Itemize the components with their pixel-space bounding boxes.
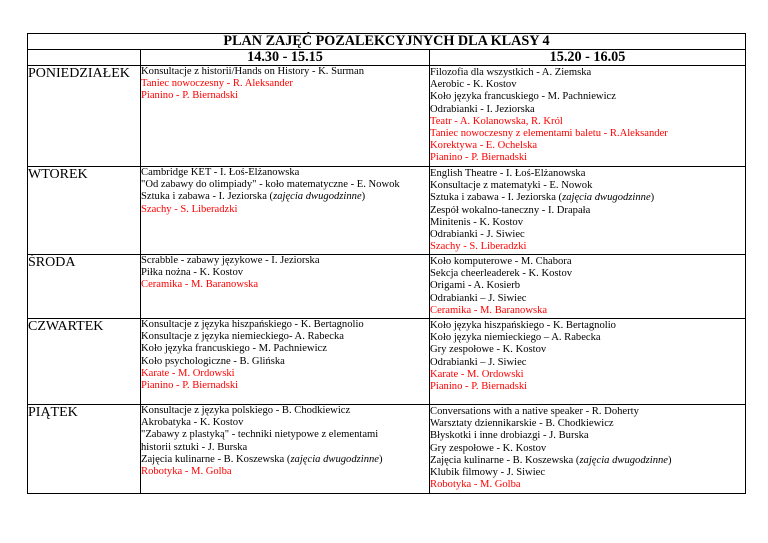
activity-text: Karate - M. Ordowski <box>430 368 524 380</box>
activity-line <box>430 67 745 79</box>
activity-text: Sztuka i zabawa - I. Jeziorska ( <box>430 192 563 204</box>
activity-note: zajęcia dwugodzinne <box>290 453 380 465</box>
activity-line <box>141 380 429 392</box>
activity-line <box>430 205 745 217</box>
activity-text: Szachy - S. Liberadzki <box>141 203 238 215</box>
activity-line <box>141 343 429 355</box>
day-row-wednesday <box>28 255 746 319</box>
activity-text: Pianino - P. Biernadski <box>430 381 528 393</box>
slot1-cell <box>141 319 430 405</box>
activity-text: Odrabianki - J. Siwiec <box>430 229 525 241</box>
activity-line <box>141 405 429 417</box>
activity-line <box>430 332 745 344</box>
activity-line <box>430 381 745 393</box>
slot2-cell <box>430 66 746 167</box>
activity-line <box>141 267 429 279</box>
day-name: WTOREK <box>28 167 141 255</box>
activity-text: Klubik filmowy - J. Siwiec <box>430 467 546 479</box>
activity-line <box>430 140 745 152</box>
activity-text: Ceramika - M. Baranowska <box>430 304 548 316</box>
activity-text: Conversations with a native speaker - R. Doherty <box>430 406 639 417</box>
activity-text: Minitenis - K. Kostov <box>430 216 523 228</box>
activity-text: Ceramika - M. Baranowska <box>141 279 259 291</box>
activity-line <box>430 357 745 369</box>
day-row-monday <box>28 66 746 167</box>
empty-header-cell <box>28 50 141 66</box>
activity-line <box>430 430 745 442</box>
activity-note: zajęcia dwugodzinne <box>273 191 362 203</box>
activity-line <box>430 443 745 455</box>
activity-text: Zajęcia kulinarne - B. Koszewska ( <box>141 453 291 465</box>
activity-line <box>430 305 745 317</box>
slot1-cell <box>141 405 430 494</box>
activity-line <box>430 256 745 268</box>
activity-text: Piłka nożna - K. Kostov <box>141 267 244 279</box>
activity-text: Koło języka hiszpańskiego - K. Bertagnolio <box>430 320 616 331</box>
activity-text: Gry zespołowe - K. Kostov <box>430 442 547 454</box>
activity-note: zajęcia dwugodzinne <box>562 192 651 204</box>
activity-line <box>430 455 745 467</box>
activity-text: Sekcja cheerleaderek - K. Kostov <box>430 268 573 280</box>
activity-text: Koło języka francuskiego - M. Pachniewicz <box>141 343 327 355</box>
activity-line <box>141 78 429 90</box>
activity-text: Robotyka - M. Golba <box>141 466 232 478</box>
activity-line <box>430 128 745 140</box>
activity-line <box>430 91 745 103</box>
activity-text: Taniec nowoczesny z elementami baletu - R.Aleksander <box>430 128 668 140</box>
activity-line <box>141 319 429 331</box>
activity-line <box>141 368 429 380</box>
activity-text: Odrabianki – J. Siwiec <box>430 356 527 368</box>
activity-note-close: ) <box>650 192 655 204</box>
activity-text: Konsultacje z historii/Hands on History - K. Surman <box>141 66 365 77</box>
slot1-cell <box>141 255 430 319</box>
activity-line <box>141 442 429 454</box>
activity-line <box>141 417 429 429</box>
activity-line <box>141 66 429 78</box>
activity-line <box>141 90 429 102</box>
activity-text: Aerobic - K. Kostov <box>430 79 517 91</box>
activity-line <box>141 454 429 466</box>
activity-text: Odrabianki – J. Siwiec <box>430 292 527 304</box>
activity-note-close: ) <box>379 453 383 465</box>
activity-text: Konsultacje z języka hiszpańskiego - K. Bertagnolio <box>141 319 364 330</box>
activity-line <box>141 356 429 368</box>
activity-text: Konsultacje z matematyki - E. Nowok <box>430 180 593 192</box>
activity-text: Origami - A. Kosierb <box>430 280 521 292</box>
activity-line <box>141 255 429 267</box>
activity-line <box>430 344 745 356</box>
activity-text: Pianino - P. Biernadski <box>141 380 239 392</box>
activity-text: Robotyka - M. Golba <box>430 479 521 491</box>
activity-line <box>141 279 429 291</box>
activity-text: Odrabianki - I. Jeziorska <box>430 103 535 115</box>
activity-text: Pianino - P. Biernadski <box>141 90 239 102</box>
activity-text: "Zabawy z plastyką" - techniki nietypowe z elementami <box>141 429 379 441</box>
activity-text: Scrabble - zabawy językowe - I. Jeziorska <box>141 255 320 266</box>
day-row-friday <box>28 405 746 494</box>
activity-text: Taniec nowoczesny - R. Aleksander <box>141 78 293 90</box>
activity-line <box>430 116 745 128</box>
activity-line <box>430 280 745 292</box>
activity-line <box>141 429 429 441</box>
activity-line <box>430 320 745 332</box>
slot2-cell <box>430 167 746 255</box>
activity-line <box>430 467 745 479</box>
slot2-cell <box>430 405 746 494</box>
slot2-cell <box>430 255 746 319</box>
activity-text: Konsultacje z języka polskiego - B. Chodkiewicz <box>141 405 351 416</box>
activity-line <box>430 79 745 91</box>
activity-text: Konsultacje z języka niemieckiego- A. Rabecka <box>141 331 344 343</box>
activity-line <box>141 466 429 478</box>
activity-line <box>430 217 745 229</box>
activity-text: Koło języka niemieckiego – A. Rabecka <box>430 332 601 344</box>
activity-line <box>430 241 745 253</box>
activity-note-close: ) <box>361 191 366 203</box>
activity-line <box>430 369 745 381</box>
day-name: PIĄTEK <box>28 405 141 494</box>
title-row <box>28 34 746 50</box>
activity-text: Karate - M. Ordowski <box>141 367 235 379</box>
activity-text: Akrobatyka - K. Kostov <box>141 417 244 429</box>
activity-line <box>430 293 745 305</box>
activity-text: Koło psychologiczne - B. Glińska <box>141 355 285 367</box>
activity-text: Koło języka francuskiego - M. Pachniewicz <box>430 91 616 103</box>
slot1-cell <box>141 66 430 167</box>
activity-note: zajęcia dwugodzinne <box>579 454 669 466</box>
activity-line <box>430 104 745 116</box>
activity-line <box>430 192 745 204</box>
day-name: ŚRODA <box>28 255 141 319</box>
activity-text: Pianino - P. Biernadski <box>430 152 528 164</box>
activity-text: historii sztuki - J. Burska <box>141 441 248 453</box>
activity-text: Sztuka i zabawa - I. Jeziorska ( <box>141 191 274 203</box>
time-header-row <box>28 50 746 66</box>
activity-text: Teatr - A. Kolanowska, R. Król <box>430 115 563 127</box>
activity-line <box>430 268 745 280</box>
activity-line <box>430 168 745 180</box>
day-row-thursday <box>28 319 746 405</box>
time-slot-1: 14.30 - 15.15 <box>141 50 430 66</box>
activity-text: Szachy - S. Liberadzki <box>430 241 527 253</box>
activity-text: Zajęcia kulinarne - B. Koszewska ( <box>430 454 580 466</box>
activity-line <box>141 167 429 179</box>
activity-text: Warsztaty dziennikarskie - B. Chodkiewicz <box>430 418 614 430</box>
activity-line <box>430 418 745 430</box>
activity-note-close: ) <box>668 454 672 466</box>
activity-line <box>141 331 429 343</box>
day-row-tuesday <box>28 167 746 255</box>
activity-line <box>430 406 745 418</box>
activity-line <box>430 152 745 164</box>
time-slot-2: 15.20 - 16.05 <box>430 50 746 66</box>
day-name: PONIEDZIAŁEK <box>28 66 141 167</box>
activity-text: "Od zabawy do olimpiady" - koło matematyczne - E. Nowok <box>141 179 400 191</box>
activity-text: Filozofia dla wszystkich - A. Ziemska <box>430 67 592 78</box>
page-title: PLAN ZAJĘĆ POZALEKCYJNYCH DLA KLASY 4 <box>28 34 746 50</box>
activity-text: Zespół wokalno-taneczny - I. Drapała <box>430 204 591 216</box>
slot2-cell <box>430 319 746 405</box>
activity-text: Cambridge KET - I. Łoś-Elżanowska <box>141 167 300 178</box>
slot1-cell <box>141 167 430 255</box>
activity-line <box>141 191 429 203</box>
activity-line <box>141 179 429 191</box>
activity-line <box>141 204 429 216</box>
activity-line <box>430 479 745 491</box>
activity-text: English Theatre - I. Łoś-Elżanowska <box>430 168 586 179</box>
activity-text: Koło komputerowe - M. Chabora <box>430 256 572 267</box>
day-name: CZWARTEK <box>28 319 141 405</box>
activity-text: Gry zespołowe - K. Kostov <box>430 344 547 356</box>
schedule-table <box>27 33 746 494</box>
activity-text: Błyskotki i inne drobiazgi - J. Burska <box>430 430 589 442</box>
activity-line <box>430 229 745 241</box>
activity-text: Korektywa - E. Ochelska <box>430 140 538 152</box>
activity-line <box>430 180 745 192</box>
